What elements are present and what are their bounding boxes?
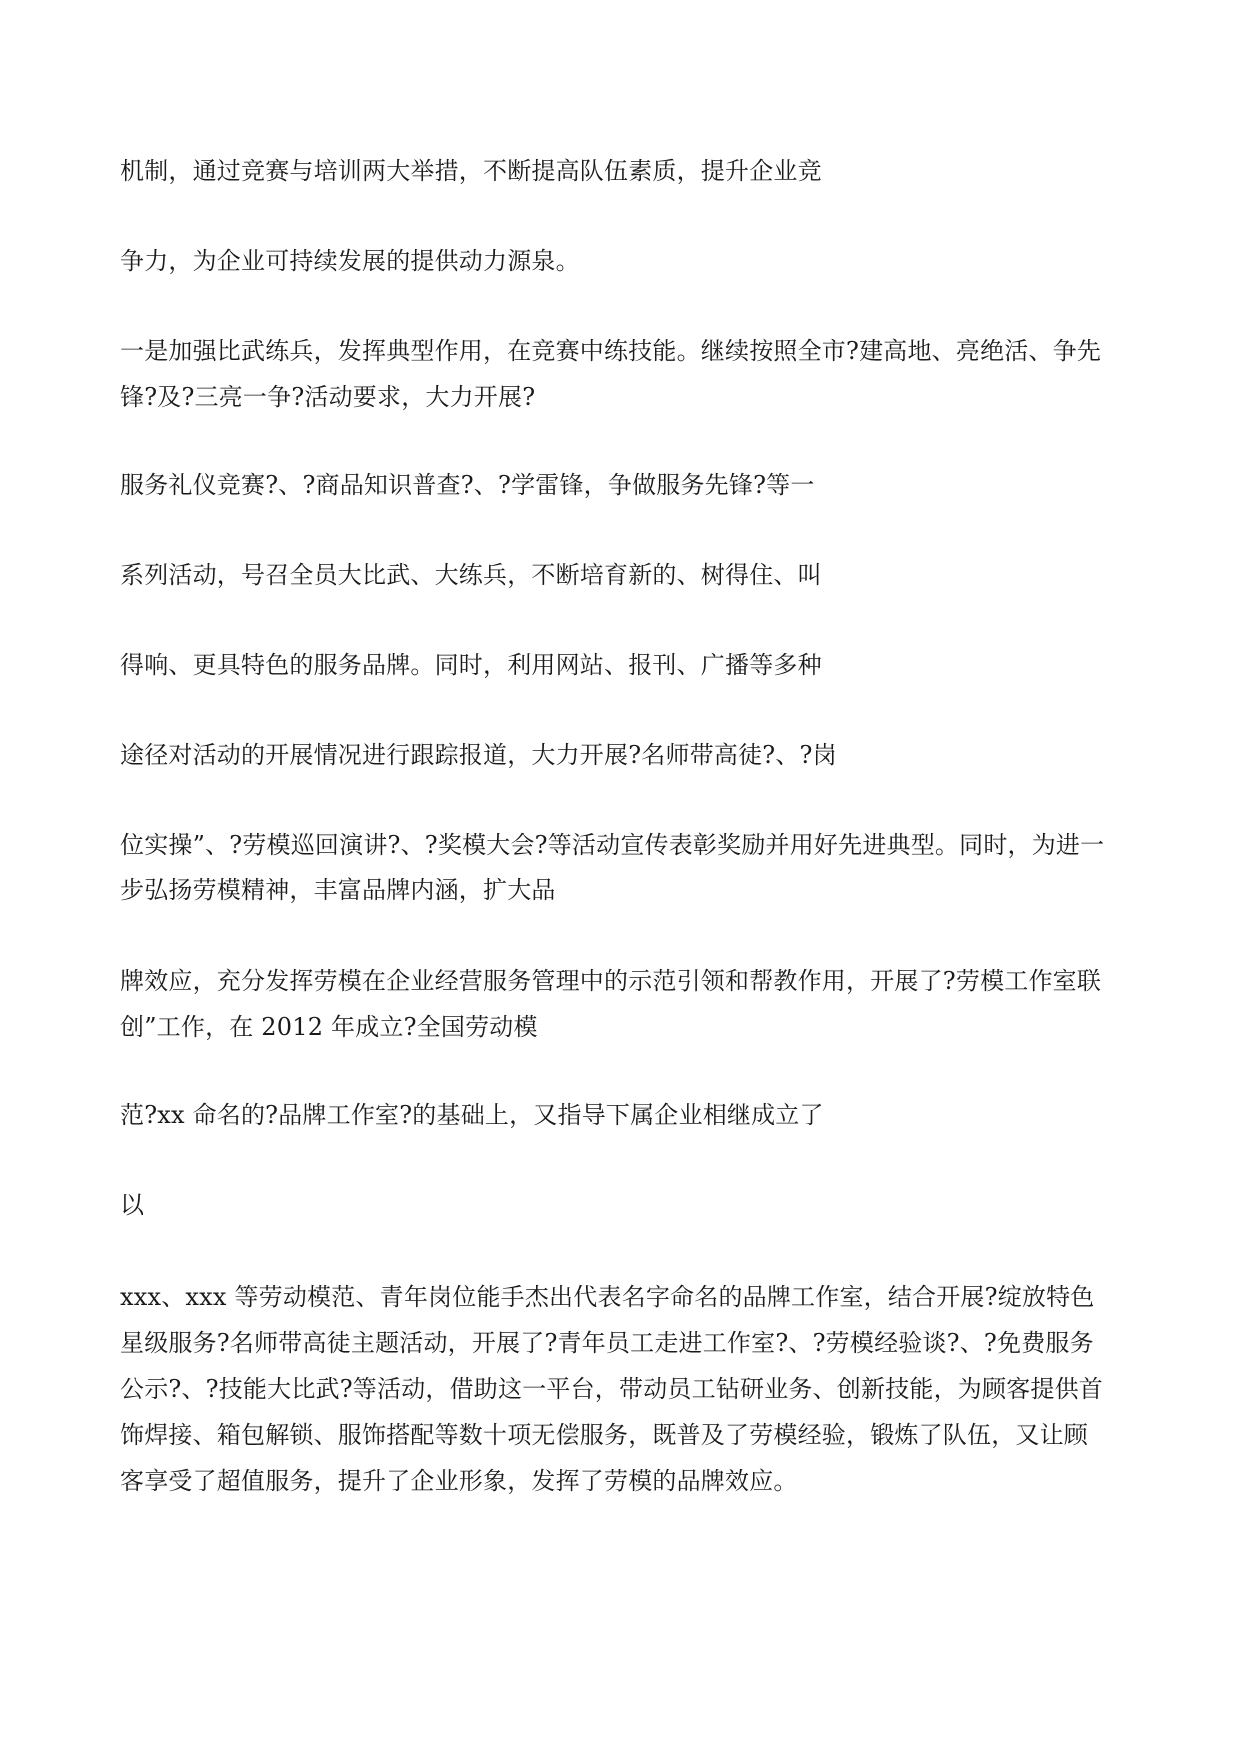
text-line: 牌效应，充分发挥劳模在企业经营服务管理中的示范引领和帮教作用，开展了?劳模工作室联	[120, 967, 1102, 995]
text-line: 创”工作，在 2012 年成立?全国劳动模	[120, 1013, 538, 1041]
text-line: 争力，为企业可持续发展的提供动力源泉。	[120, 247, 580, 275]
text-line: 得响、更具特色的服务品牌。同时，利用网站、报刊、广播等多种	[120, 651, 822, 679]
text-line: 星级服务?名师带高徒主题活动，开展了?青年员工走进工作室?、?劳模经验谈?、?免费服务	[120, 1329, 1094, 1357]
text-line: 饰焊接、箱包解锁、服饰搭配等数十项无偿服务，既普及了劳模经验，锻炼了队伍，又让顾	[120, 1421, 1088, 1449]
text-line: 范?xx 命名的?品牌工作室?的基础上，又指导下属企业相继成立了	[120, 1101, 824, 1129]
text-line: 机制，通过竞赛与培训两大举措，不断提高队伍素质，提升企业竞	[120, 157, 822, 185]
text-line: 服务礼仪竞赛?、?商品知识普查?、?学雷锋，争做服务先锋?等一	[120, 471, 815, 499]
text-line: 步弘扬劳模精神，丰富品牌内涵，扩大品	[120, 876, 556, 904]
text-line: 一是加强比武练兵，发挥典型作用，在竞赛中练技能。继续按照全市?建高地、亮绝活、争先	[120, 337, 1102, 365]
text-line: 客享受了超值服务，提升了企业形象，发挥了劳模的品牌效应。	[120, 1467, 798, 1495]
text-line: 锋?及?三亮一争?活动要求，大力开展?	[120, 383, 536, 411]
text-line: 以	[120, 1191, 145, 1219]
text-line: xxx、xxx 等劳动模范、青年岗位能手杰出代表名字命名的品牌工作室，结合开展?绽放特色	[120, 1283, 1095, 1311]
text-line: 位实操”、?劳模巡回演讲?、?奖模大会?等活动宣传表彰奖励并用好先进典型。同时，为进一	[120, 831, 1105, 859]
text-line: 途径对活动的开展情况进行跟踪报道，大力开展?名师带高徒?、?岗	[120, 741, 837, 769]
text-line: 公示?、?技能大比武?等活动，借助这一平台，带动员工钻研业务、创新技能，为顾客提供首	[120, 1375, 1103, 1403]
text-line: 系列活动，号召全员大比武、大练兵，不断培育新的、树得住、叫	[120, 561, 822, 589]
